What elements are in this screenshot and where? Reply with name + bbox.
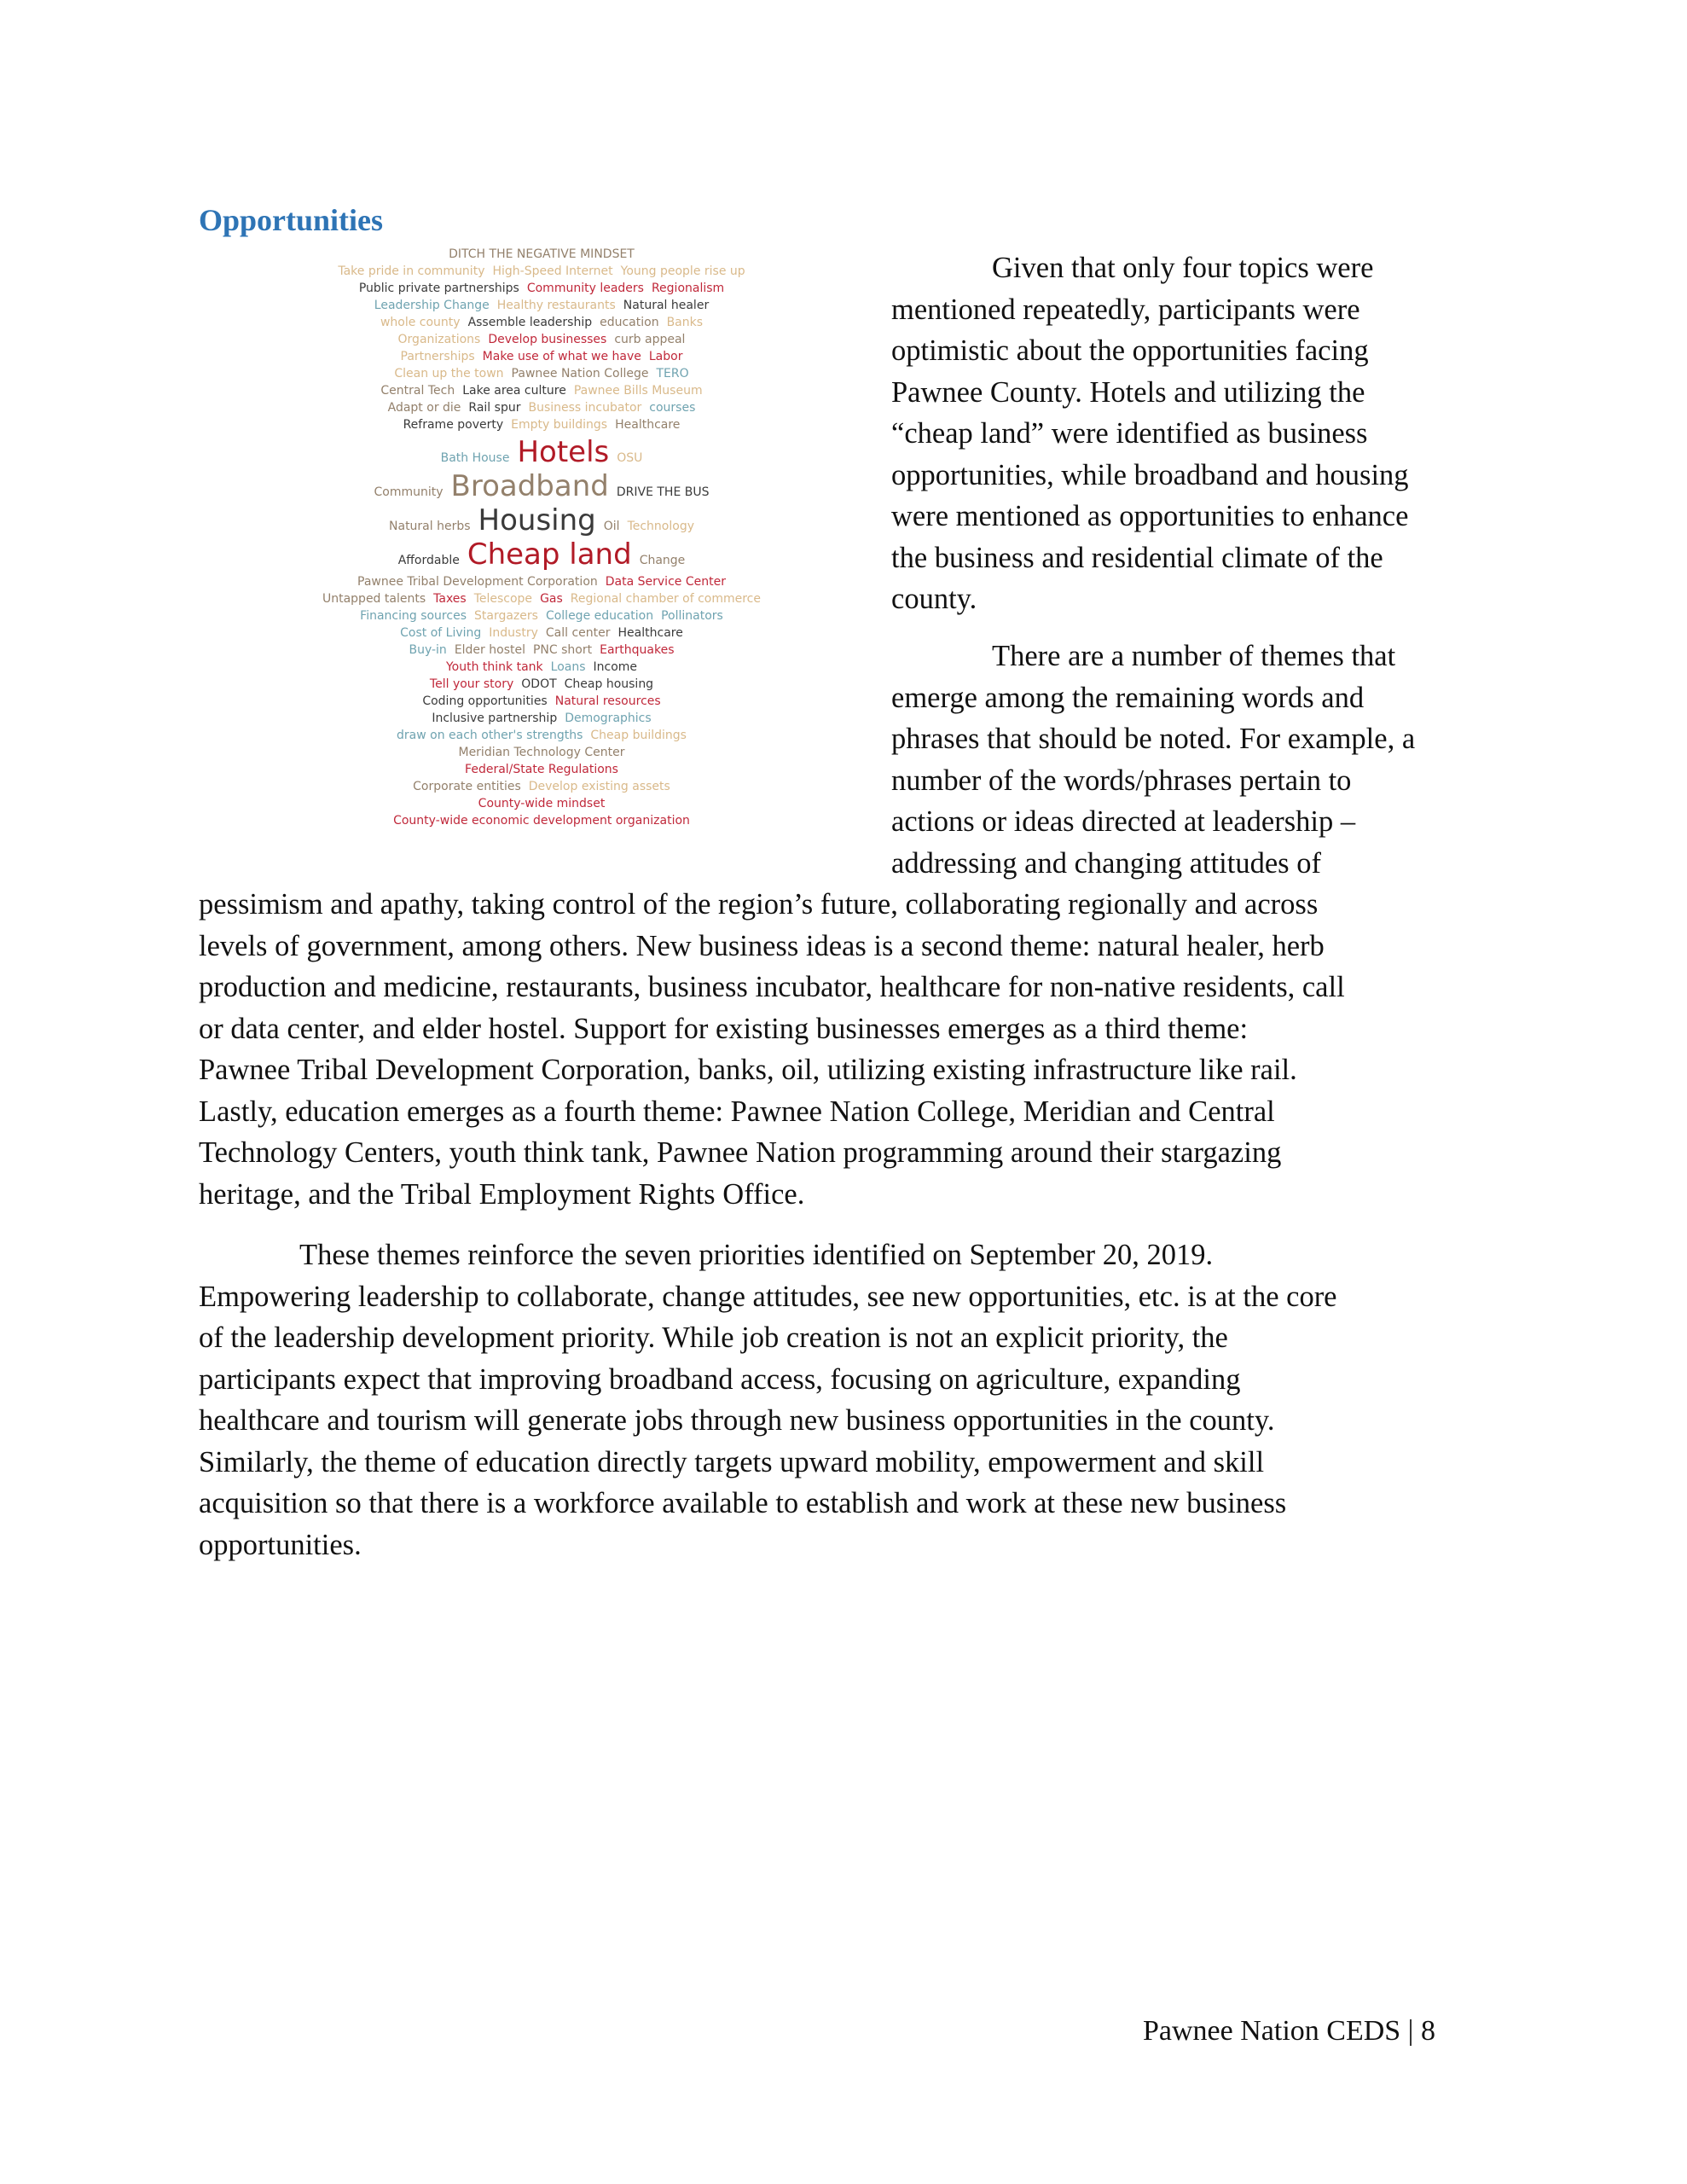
- paragraph-line: phrases that should be noted. For example, a: [891, 723, 1416, 755]
- cloud-word: Pawnee Bills Museum: [573, 384, 703, 398]
- cloud-row: [213, 797, 870, 811]
- cloud-word: Make use of what we have: [482, 350, 641, 363]
- cloud-row: [213, 471, 870, 502]
- cloud-word: Cheap housing: [564, 677, 654, 691]
- paragraph-line: participants expect that improving broadband access, focusing on agriculture, expanding: [199, 1362, 1241, 1396]
- cloud-word: Healthcare: [615, 418, 681, 432]
- cloud-row: [213, 780, 870, 794]
- cloud-word: Change: [639, 554, 686, 567]
- cloud-word: Regionalism: [651, 282, 725, 295]
- cloud-row: [213, 350, 870, 364]
- paragraph-line: healthcare and tourism will generate jobs through new business opportunities in the county.: [199, 1404, 1275, 1437]
- cloud-word: Hotels: [517, 435, 610, 469]
- cloud-row: [213, 247, 870, 262]
- paragraph-1: [891, 247, 1505, 620]
- cloud-word: Bath House: [440, 451, 510, 465]
- cloud-word: Develop existing assets: [528, 780, 670, 793]
- paragraph-line: opportunities, while broadband and housing: [891, 458, 1409, 491]
- cloud-word: Healthcare: [617, 626, 683, 640]
- paragraph-line: the business and residential climate of the: [891, 541, 1383, 574]
- paragraph-line-text: There are a number of themes that: [992, 640, 1396, 672]
- paragraph-line: opportunities.: [199, 1528, 362, 1561]
- cloud-row: [213, 367, 870, 381]
- cloud-word: Natural resources: [554, 694, 661, 708]
- cloud-word: Loans: [550, 660, 586, 674]
- cloud-word: Community: [374, 485, 443, 499]
- cloud-row: [213, 401, 870, 415]
- cloud-row: [213, 333, 870, 347]
- cloud-word: Young people rise up: [620, 264, 745, 278]
- cloud-row: [213, 264, 870, 279]
- cloud-word: Corporate entities: [413, 780, 521, 793]
- paragraph-2: [891, 636, 1505, 884]
- cloud-word: DRIVE THE BUS: [616, 485, 710, 499]
- cloud-word: College education: [545, 609, 654, 623]
- paragraph-line: Empowering leadership to collaborate, change attitudes, see new opportunities, etc. is at the core: [199, 1280, 1337, 1313]
- cloud-word: OSU: [617, 451, 643, 465]
- cloud-word: draw on each other's strengths: [397, 729, 583, 742]
- cloud-row: [213, 626, 870, 641]
- paragraph-line: [891, 636, 1505, 677]
- paragraph-line: Lastly, education emerges as a fourth theme: Pawnee Nation College, Meridian and Central: [199, 1095, 1275, 1128]
- cloud-row: [213, 609, 870, 624]
- paragraph-line: “cheap land” were identified as business: [891, 417, 1368, 450]
- paragraph-line: Technology Centers, youth think tank, Pawnee Nation programming around their stargazing: [199, 1136, 1282, 1169]
- cloud-word: Taxes: [433, 592, 467, 606]
- cloud-word: Reframe poverty: [403, 418, 504, 432]
- cloud-word: Data Service Center: [605, 575, 726, 589]
- cloud-word: Natural herbs: [389, 520, 471, 533]
- cloud-word: Leadership Change: [374, 299, 490, 312]
- cloud-row: [213, 763, 870, 777]
- cloud-word: Income: [593, 660, 638, 674]
- paragraph-line-text: Given that only four topics were: [992, 252, 1374, 284]
- cloud-word: Lake area culture: [462, 384, 566, 398]
- cloud-row: [213, 712, 870, 726]
- cloud-word: Empty buildings: [511, 418, 608, 432]
- cloud-word: Technology: [627, 520, 694, 533]
- cloud-word: Cheap buildings: [590, 729, 687, 742]
- paragraph-2-continued: [199, 884, 1495, 1215]
- cloud-row: [213, 282, 870, 296]
- cloud-word: Community leaders: [526, 282, 644, 295]
- cloud-word: Untapped talents: [322, 592, 426, 606]
- cloud-word: Healthy restaurants: [496, 299, 616, 312]
- paragraph-line: number of the words/phrases pertain to: [891, 764, 1352, 797]
- paragraph-line-text: These themes reinforce the seven priorities identified on September 20, 2019.: [299, 1239, 1214, 1271]
- cloud-word: Coding opportunities: [422, 694, 548, 708]
- cloud-row: [213, 814, 870, 828]
- cloud-word: Pollinators: [661, 609, 723, 623]
- cloud-word: Regional chamber of commerce: [570, 592, 761, 606]
- paragraph-line: were mentioned as opportunities to enhance: [891, 500, 1409, 532]
- cloud-word: Financing sources: [360, 609, 467, 623]
- section-heading: Opportunities: [199, 203, 384, 237]
- cloud-word: Rail spur: [468, 401, 521, 415]
- cloud-word: High-Speed Internet: [492, 264, 613, 278]
- cloud-word: Oil: [603, 520, 620, 533]
- paragraph-line: Pawnee Tribal Development Corporation, banks, oil, utilizing existing infrastructure like rail.: [199, 1054, 1297, 1086]
- cloud-word: Partnerships: [400, 350, 475, 363]
- cloud-row: [213, 575, 870, 590]
- paragraph-line: Similarly, the theme of education directly targets upward mobility, empowerment and skill: [199, 1445, 1265, 1478]
- paragraph-line: of the leadership development priority. While job creation is not an explicit priority, the: [199, 1321, 1228, 1354]
- cloud-word: Pawnee Nation College: [511, 367, 649, 380]
- cloud-word: Cost of Living: [400, 626, 482, 640]
- cloud-row: [213, 505, 870, 536]
- cloud-row: [213, 299, 870, 313]
- cloud-word: DITCH THE NEGATIVE MINDSET: [449, 247, 635, 261]
- cloud-word: ODOT: [521, 677, 557, 691]
- cloud-word: Affordable: [397, 554, 460, 567]
- paragraph-line: addressing and changing attitudes of: [891, 846, 1321, 880]
- cloud-word: Business incubator: [528, 401, 642, 415]
- cloud-row: [213, 437, 870, 468]
- paragraph-line: heritage, and the Tribal Employment Rights Office.: [199, 1177, 805, 1211]
- cloud-word: Develop businesses: [488, 333, 607, 346]
- cloud-word: Organizations: [397, 333, 481, 346]
- cloud-word: PNC short: [532, 643, 593, 657]
- cloud-word: Demographics: [565, 712, 652, 725]
- cloud-word: curb appeal: [614, 333, 686, 346]
- cloud-word: Housing: [478, 503, 596, 537]
- paragraph-line: production and medicine, restaurants, business incubator, healthcare for non-native residents, call: [199, 971, 1345, 1003]
- cloud-word: Earthquakes: [600, 643, 675, 657]
- cloud-word: County-wide economic development organization: [393, 814, 690, 828]
- cloud-row: [213, 592, 870, 607]
- cloud-word: Meridian Technology Center: [458, 746, 625, 759]
- cloud-word: Inclusive partnership: [432, 712, 558, 725]
- paragraph-line: or data center, and elder hostel. Support for existing businesses emerges as a third theme:: [199, 1012, 1249, 1045]
- cloud-word: education: [600, 316, 659, 329]
- cloud-word: courses: [649, 401, 696, 415]
- cloud-row: [213, 643, 870, 658]
- cloud-word: County-wide mindset: [478, 797, 606, 810]
- cloud-word: whole county: [380, 316, 461, 329]
- paragraph-line: pessimism and apathy, taking control of the region’s future, collaborating regionally and across: [199, 888, 1319, 921]
- word-cloud-figure: [213, 247, 870, 862]
- cloud-word: Buy-in: [409, 643, 447, 657]
- cloud-word: Gas: [540, 592, 563, 606]
- cloud-word: Tell your story: [429, 677, 514, 691]
- paragraph-line: levels of government, among others. New business ideas is a second theme: natural healer, herb: [199, 929, 1325, 962]
- cloud-word: Stargazers: [474, 609, 538, 623]
- cloud-word: Labor: [648, 350, 683, 363]
- cloud-word: Clean up the town: [394, 367, 504, 380]
- cloud-row: [213, 729, 870, 743]
- cloud-row: [213, 539, 870, 570]
- cloud-word: Industry: [489, 626, 538, 640]
- cloud-word: Adapt or die: [387, 401, 461, 415]
- cloud-word: Assemble leadership: [467, 316, 593, 329]
- cloud-row: [213, 746, 870, 760]
- cloud-word: Call center: [545, 626, 611, 640]
- paragraph-line: optimistic about the opportunities facing: [891, 334, 1369, 367]
- cloud-word: TERO: [656, 367, 689, 380]
- cloud-word: Take pride in community: [338, 264, 485, 278]
- cloud-row: [213, 316, 870, 330]
- cloud-word: Public private partnerships: [358, 282, 519, 295]
- paragraph-line: [891, 247, 1505, 289]
- cloud-word: Elder hostel: [454, 643, 525, 657]
- cloud-word: Cheap land: [467, 537, 632, 572]
- cloud-word: Pawnee Tribal Development Corporation: [357, 575, 598, 589]
- paragraph-line: emerge among the remaining words and: [891, 681, 1365, 714]
- paragraph-line: [199, 1234, 1495, 1276]
- paragraph-line: Pawnee County. Hotels and utilizing the: [891, 375, 1365, 409]
- cloud-word: Central Tech: [380, 384, 455, 398]
- cloud-row: [213, 418, 870, 433]
- page-footer: Pawnee Nation CEDS | 8: [1143, 2015, 1435, 2047]
- cloud-row: [213, 660, 870, 675]
- cloud-row: [213, 384, 870, 398]
- paragraph-line: mentioned repeatedly, participants were: [891, 293, 1360, 326]
- paragraph-line: acquisition so that there is a workforce available to establish and work at these new business: [199, 1487, 1287, 1519]
- paragraph-line: county.: [891, 583, 977, 615]
- paragraph-3: [199, 1234, 1495, 1565]
- cloud-word: Banks: [666, 316, 704, 329]
- paragraph-line: actions or ideas directed at leadership –: [891, 805, 1356, 838]
- cloud-row: [213, 694, 870, 709]
- cloud-row: [213, 677, 870, 692]
- cloud-word: Broadband: [450, 469, 609, 503]
- cloud-word: Natural healer: [623, 299, 710, 312]
- cloud-word: Youth think tank: [445, 660, 543, 674]
- cloud-word: Federal/State Regulations: [465, 763, 618, 776]
- cloud-word: Telescope: [473, 592, 533, 606]
